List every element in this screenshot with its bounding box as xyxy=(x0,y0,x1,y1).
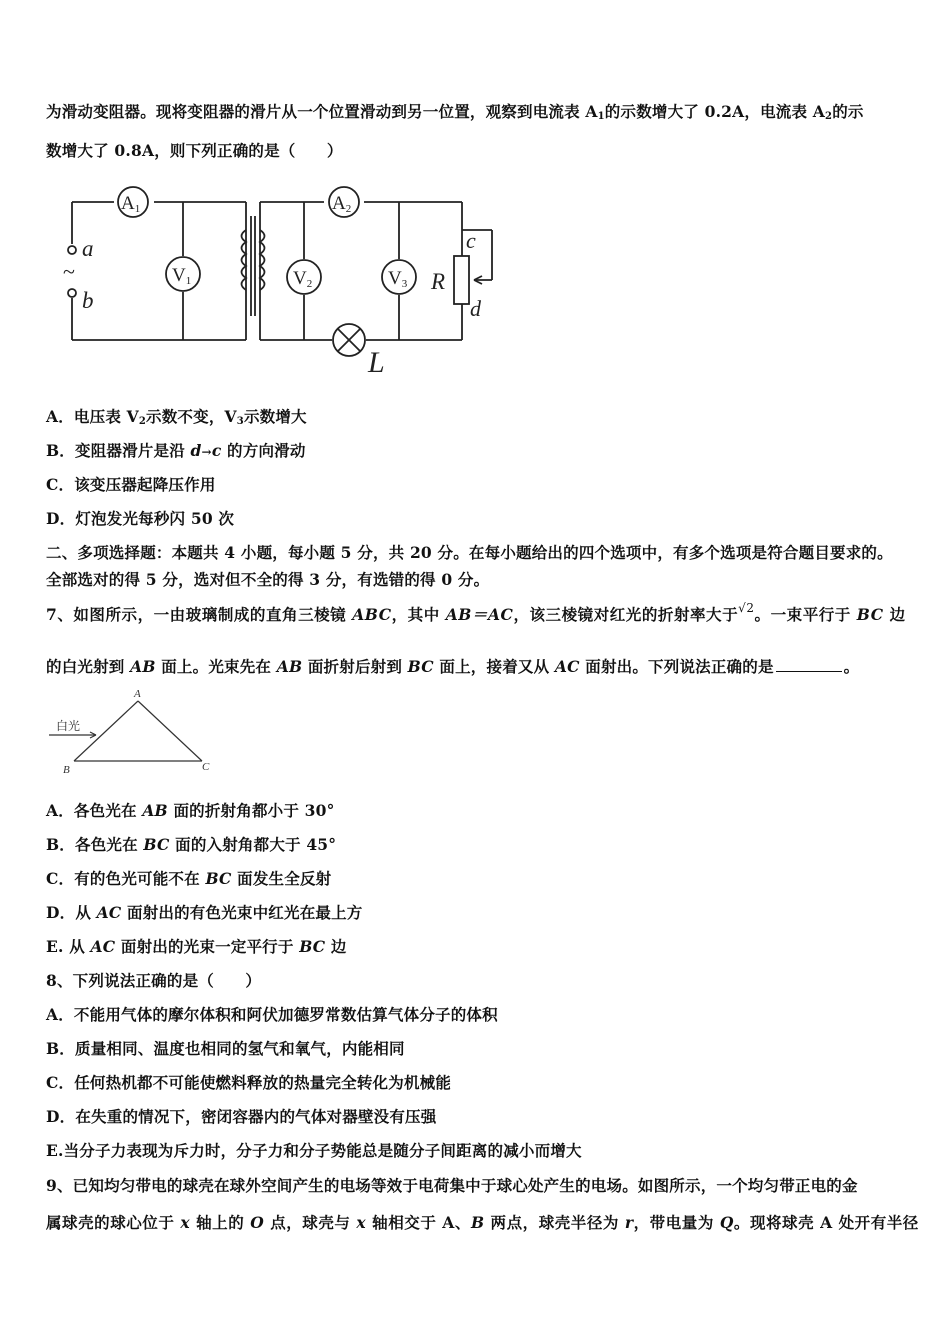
q7-text: 面射出。下列说法正确的是 xyxy=(579,657,774,676)
var-face: BC xyxy=(299,937,326,956)
q7-text: ，该三棱镜对红光的折射率大于 xyxy=(513,605,739,624)
q7-text: 面上，接着又从 xyxy=(433,657,555,676)
q7-text: 面折射后射到 xyxy=(302,657,408,676)
var-face: AB xyxy=(142,801,168,820)
vertex-a-label: A xyxy=(134,688,141,700)
q7-option-d xyxy=(46,901,363,923)
var-r: r xyxy=(624,1213,634,1232)
var-x: x xyxy=(180,1213,191,1232)
q7-option-text: E. 从 xyxy=(46,937,91,956)
q8-option-c: C．任何热机都不可能使燃料释放的热量完全转化为机械能 xyxy=(46,1073,452,1092)
q8-option-d: D．在失重的情况下，密闭容器内的气体对器壁没有压强 xyxy=(46,1107,437,1126)
sqrt-two: √2 xyxy=(738,601,755,615)
var-eq: AB＝AC xyxy=(445,605,514,624)
q9-text: 点，球壳与 xyxy=(264,1213,357,1232)
q8-option-e: E.当分子力表现为斥力时，分子力和分子势能总是随分子间距离的减小而增大 xyxy=(46,1141,582,1160)
q6-text: 的示 xyxy=(832,102,864,121)
var-bc: BC xyxy=(856,605,884,624)
voltmeter-v1-label: V1 xyxy=(172,265,192,287)
q7-text: 边 xyxy=(883,605,906,624)
q6-option-b xyxy=(46,439,306,461)
var-b: B xyxy=(470,1213,485,1232)
var-face: BC xyxy=(143,835,170,854)
section2-line2: 全部选对的得 5 分，选对但不全的得 3 分，有选错的得 0 分。 xyxy=(46,570,490,589)
q6-text: 为滑动变阻器。现将变阻器的滑片从一个位置滑动到另一位置，观察到电流表 A xyxy=(46,102,598,121)
q7-option-b xyxy=(46,833,336,855)
ammeter-a2-label: A2 xyxy=(332,193,352,215)
q6-intro-line2: 数增大了 0.8A，则下列正确的是（ ） xyxy=(46,141,343,160)
q7-option-text: C．有的色光可能不在 xyxy=(46,869,206,888)
q9-text: 两点，球壳半径为 xyxy=(484,1213,625,1232)
ammeter-a1-label: A1 xyxy=(121,193,141,215)
q7-option-text: 边 xyxy=(325,937,347,956)
var-o: O xyxy=(250,1213,265,1232)
var-abc: ABC xyxy=(352,605,392,624)
q8-option-a: A．不能用气体的摩尔体积和阿伏加德罗常数估算气体分子的体积 xyxy=(46,1005,498,1024)
q6-sub: 2 xyxy=(825,111,833,122)
q9-text: 轴相交于 A、 xyxy=(366,1213,471,1232)
q6-text: 的示数增大了 0.2A，电流表 A xyxy=(604,102,826,121)
var-ac: AC xyxy=(554,657,580,676)
q9-stem-line2 xyxy=(46,1211,919,1233)
q6-option-d: D．灯泡发光每秒闪 50 次 xyxy=(46,509,235,528)
voltmeter-v3-label: V3 xyxy=(388,268,408,290)
var-x: x xyxy=(356,1213,367,1232)
slider-d-label: d xyxy=(470,296,481,321)
section2-line1: 二、多项选择题：本题共 4 小题，每小题 5 分，共 20 分。在每小题给出的四个选项中，有多个选项是符合题目要求的。 xyxy=(46,543,893,562)
q9-text: 属球壳的球心位于 xyxy=(46,1213,181,1232)
q7-text: 的白光射到 xyxy=(46,657,131,676)
q7-option-text: B．各色光在 xyxy=(46,835,144,854)
var-face: AC xyxy=(90,937,116,956)
var-face: AC xyxy=(96,903,122,922)
resistor-r-label: R xyxy=(431,269,446,294)
q6-option-text: B．变阻器滑片是沿 xyxy=(46,441,191,460)
q7-option-text: 面的入射角都大于 45° xyxy=(169,835,337,854)
q7-text: 。 xyxy=(843,657,860,676)
ac-symbol: ~ xyxy=(63,259,75,284)
q6-option-c: C．该变压器起降压作用 xyxy=(46,475,216,494)
q7-option-c xyxy=(46,867,331,889)
q7-option-text: 面发生全反射 xyxy=(231,869,332,888)
q7-option-text: 面的折射角都小于 30° xyxy=(167,801,335,820)
var-d: d xyxy=(190,441,202,460)
q7-option-a xyxy=(46,799,335,821)
q6-option-text: A．电压表 V xyxy=(46,407,139,426)
lamp-l-label: L xyxy=(368,346,385,379)
q9-text: ，带电量为 xyxy=(633,1213,720,1232)
q7-option-e xyxy=(46,935,347,957)
var-bc: BC xyxy=(407,657,434,676)
prism-diagram xyxy=(46,686,226,778)
q6-sub: 3 xyxy=(236,416,244,427)
q6-option-a xyxy=(46,405,307,427)
q6-sub: 2 xyxy=(138,416,147,427)
terminal-a-label: a xyxy=(82,236,94,261)
var-c: c xyxy=(211,441,222,460)
q7-option-text: 面射出的有色光束中红光在最上方 xyxy=(121,903,363,922)
q6-option-text: 示数增大 xyxy=(243,407,307,426)
answer-blank[interactable] xyxy=(776,659,842,672)
slider-c-label: c xyxy=(466,228,476,253)
q7-text: ，其中 xyxy=(391,605,446,624)
q7-text: 7、如图所示，一由玻璃制成的直角三棱镜 xyxy=(46,605,353,624)
q8-option-b: B．质量相同、温度也相同的氢气和氧气，内能相同 xyxy=(46,1039,405,1058)
q7-stem-line1 xyxy=(46,603,906,625)
q6-option-text: 的方向滑动 xyxy=(221,441,306,460)
arrow: → xyxy=(201,445,212,459)
var-q: Q xyxy=(719,1213,734,1232)
terminal-b-label: b xyxy=(82,288,94,313)
q6-sub: 1 xyxy=(597,111,605,122)
var-ab: AB xyxy=(276,657,303,676)
circuit-diagram xyxy=(56,180,506,380)
var-ab: AB xyxy=(130,657,156,676)
q7-option-text: D．从 xyxy=(46,903,97,922)
vertex-b-label: B xyxy=(63,764,70,776)
q6-intro-line1 xyxy=(46,100,864,122)
q7-text: 面上。光束先在 xyxy=(155,657,277,676)
q7-option-text: 面射出的光束一定平行于 xyxy=(115,937,300,956)
q9-stem-line1: 9、已知均匀带电的球壳在球外空间产生的电场等效于电荷集中于球心处产生的电场。如图所示，一个均匀带正电的金 xyxy=(46,1176,858,1195)
white-light-label: 白光 xyxy=(56,719,81,733)
q9-text: 。现将球壳 A 处开有半径 xyxy=(733,1213,919,1232)
q7-option-text: A．各色光在 xyxy=(46,801,143,820)
var-face: BC xyxy=(205,869,232,888)
q7-text: 。一束平行于 xyxy=(754,605,857,624)
q9-text: 轴上的 xyxy=(190,1213,251,1232)
q7-stem-line2 xyxy=(46,655,859,677)
q6-option-text: 示数不变，V xyxy=(146,407,237,426)
q8-stem: 8、下列说法正确的是（ ） xyxy=(46,971,262,990)
voltmeter-v2-label: V2 xyxy=(293,268,313,290)
vertex-c-label: C xyxy=(202,761,210,773)
